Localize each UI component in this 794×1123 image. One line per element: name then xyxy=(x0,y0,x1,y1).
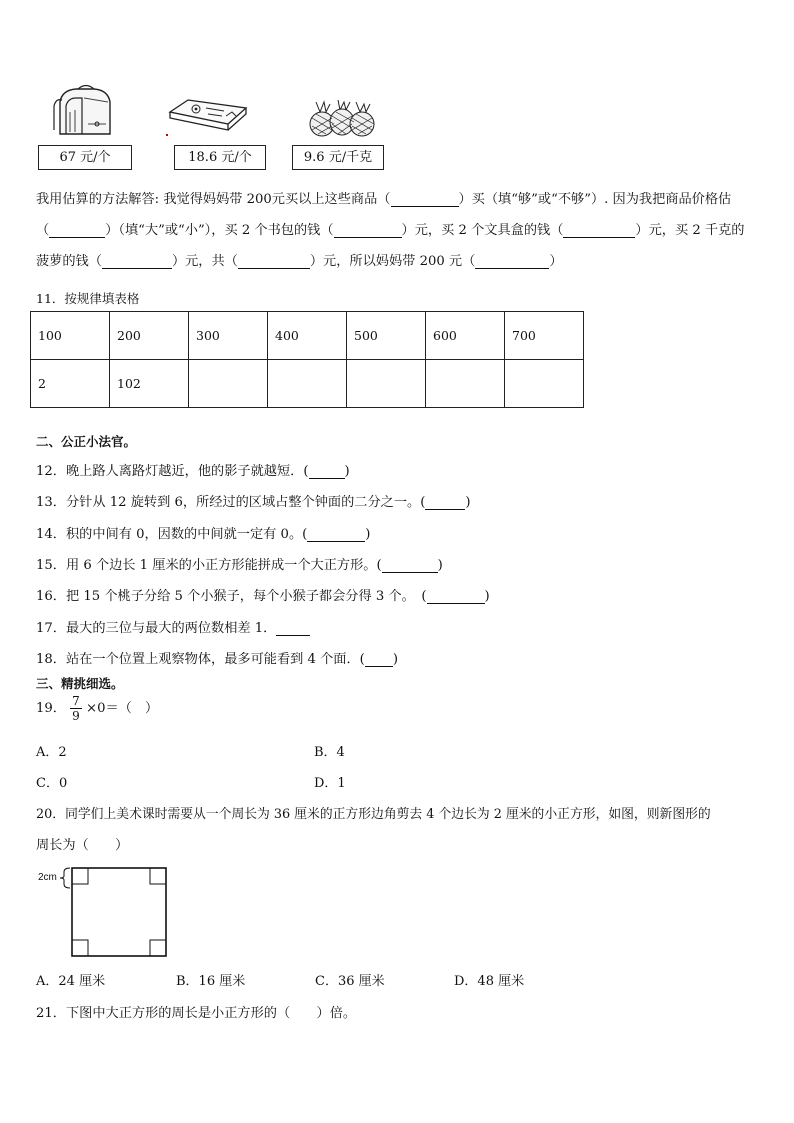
q13: 13．分针从 12 旋转到 6，所经过的区域占整个钟面的二分之一。( ) xyxy=(36,495,471,510)
answer-blank[interactable] xyxy=(49,223,105,238)
q18: 18．站在一个位置上观察物体，最多可能看到 4 个面．( ) xyxy=(36,652,398,667)
answer-blank[interactable] xyxy=(475,254,549,269)
table-cell: 400 xyxy=(268,312,347,360)
q14: 14．积的中间有 0，因数的中间就一定有 0。( ) xyxy=(36,527,371,542)
table-cell: 600 xyxy=(426,312,505,360)
q10-line-2: （ ）（填“大”或“小”），买 2 个书包的钱（ ）元，买 2 个文具盒的钱（ ）元，买 2 千克的 xyxy=(36,223,745,238)
option-a[interactable]: A．24 厘米 xyxy=(36,974,106,989)
section-2-heading: 二、公正小法官。 xyxy=(36,434,137,449)
option-d[interactable]: D．1 xyxy=(314,776,346,791)
q16: 16．把 15 个桃子分给 5 个小猴子，每个小猴子都会分得 3 个。 ( ) xyxy=(36,589,490,604)
fraction: $\frac{7}{9}$ xyxy=(72,694,80,723)
sequence-table xyxy=(30,311,584,408)
table-cell: 2 xyxy=(31,360,110,408)
q21: 21．下图中大正方形的周长是小正方形的（ ）倍。 xyxy=(36,1006,357,1021)
table-cell: 102 xyxy=(110,360,189,408)
option-c[interactable]: C．36 厘米 xyxy=(315,974,385,989)
backpack-image xyxy=(50,84,114,138)
answer-blank[interactable] xyxy=(365,652,393,667)
answer-blank[interactable] xyxy=(391,192,459,207)
q11-title: 11．按规律填表格 xyxy=(36,291,140,306)
option-d[interactable]: D．48 厘米 xyxy=(454,974,525,989)
table-cell: 500 xyxy=(347,312,426,360)
q19: 19． $\frac{7}{9}$ ×0＝（ ） xyxy=(36,694,159,723)
answer-cell[interactable] xyxy=(426,360,505,408)
table-row xyxy=(31,312,584,360)
q12: 12．晚上路人离路灯越近，他的影子就越短．( ) xyxy=(36,464,350,479)
q20-line-1: 20．同学们上美术课时需要从一个周长为 36 厘米的正方形边角剪去 4 个边长为 2 厘米的小正方形，如图，则新图形的 xyxy=(36,807,711,822)
answer-blank[interactable] xyxy=(425,495,465,510)
option-b[interactable]: B．4 xyxy=(314,745,345,760)
pencil-box-image xyxy=(166,94,250,136)
table-row xyxy=(31,360,584,408)
answer-cell[interactable] xyxy=(268,360,347,408)
figure-label: 2cm xyxy=(38,872,57,883)
answer-blank[interactable] xyxy=(307,527,365,542)
q17: 17．最大的三位与最大的两位数相差 1． xyxy=(36,617,310,636)
q15: 15．用 6 个边长 1 厘米的小正方形能拼成一个大正方形。( ) xyxy=(36,558,443,573)
table-cell: 700 xyxy=(505,312,584,360)
price-label-backpack: 67 元/个 xyxy=(38,145,132,170)
answer-blank[interactable] xyxy=(309,464,345,479)
pineapples-image xyxy=(306,100,376,138)
answer-cell[interactable] xyxy=(189,360,268,408)
q20-line-2: 周长为（ ） xyxy=(36,838,129,853)
answer-blank[interactable] xyxy=(382,558,438,573)
answer-cell[interactable] xyxy=(347,360,426,408)
answer-blank[interactable] xyxy=(563,223,635,238)
answer-blank[interactable] xyxy=(238,254,310,269)
option-c[interactable]: C．0 xyxy=(36,776,68,791)
answer-blank[interactable] xyxy=(334,223,402,238)
option-a[interactable]: A．2 xyxy=(36,745,67,760)
table-cell: 300 xyxy=(189,312,268,360)
table-cell: 200 xyxy=(110,312,189,360)
section-3-heading: 三、精挑细选。 xyxy=(36,676,124,691)
answer-blank[interactable] xyxy=(427,589,485,604)
q10-line-3: 菠萝的钱（ ）元，共（ ）元，所以妈妈带 200 元（ ） xyxy=(36,254,563,269)
answer-blank[interactable] xyxy=(276,621,310,636)
price-label-pineapples: 9.6 元/千克 xyxy=(292,145,384,170)
red-dot xyxy=(166,134,168,136)
price-label-pencil-box: 18.6 元/个 xyxy=(174,145,266,170)
table-cell: 100 xyxy=(31,312,110,360)
q10-line-1: 我用估算的方法解答: 我觉得妈妈带 200元买以上这些商品（ ）买（填“够”或“不够”）. 因为我把商品价格估 xyxy=(36,192,732,207)
answer-cell[interactable] xyxy=(505,360,584,408)
option-b[interactable]: B．16 厘米 xyxy=(176,974,246,989)
answer-blank[interactable] xyxy=(102,254,172,269)
